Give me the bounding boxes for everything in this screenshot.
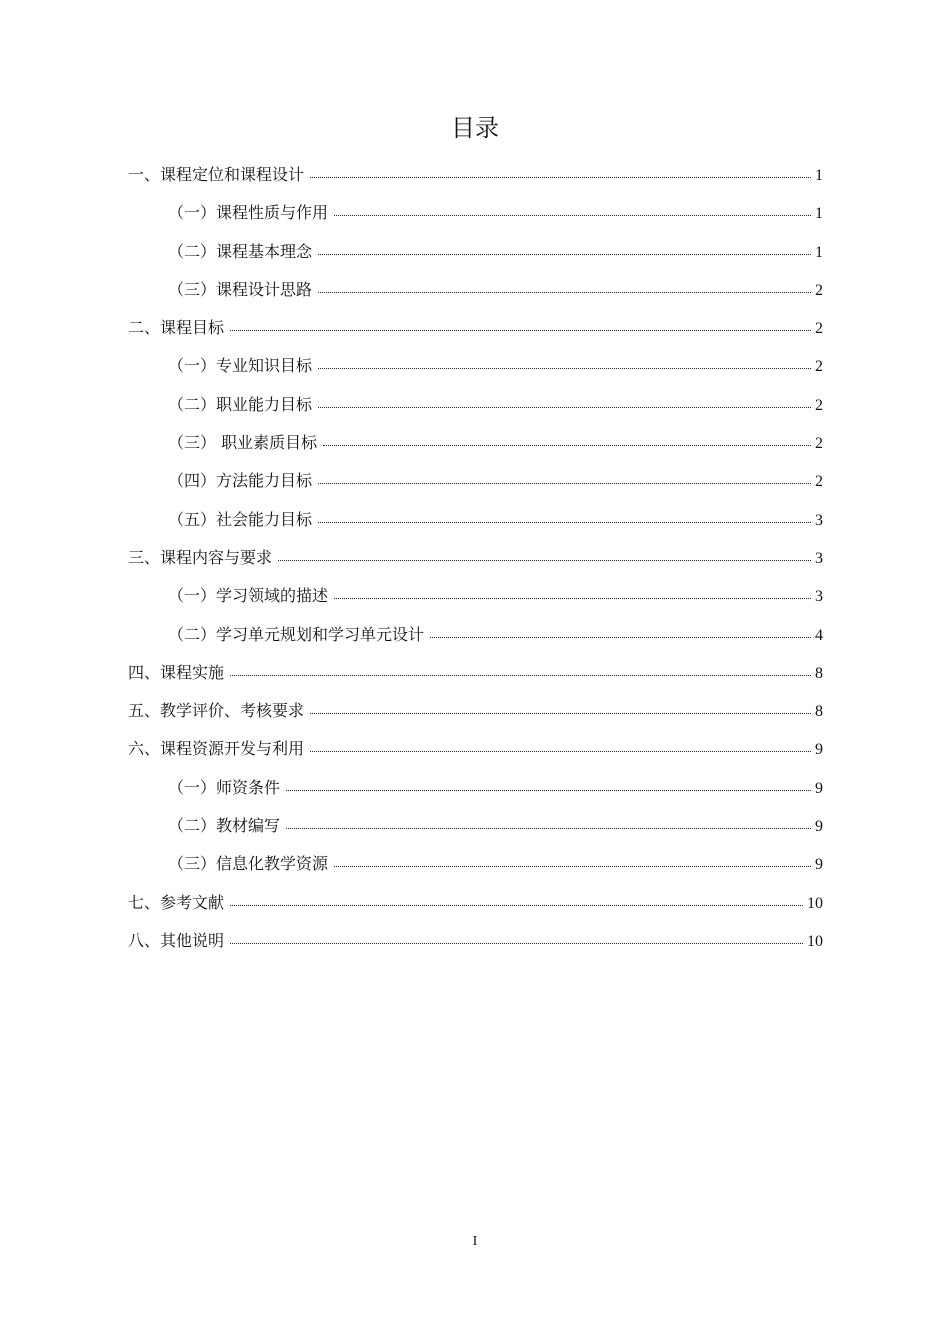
toc-entry-page: 3 — [815, 511, 823, 529]
dot-leader — [430, 623, 811, 638]
toc-entry-page: 2 — [815, 281, 823, 299]
toc-entry[interactable] — [128, 692, 823, 730]
dot-leader — [334, 584, 811, 599]
toc-entry-label: 七、参考文献 — [128, 892, 225, 912]
toc-entry-page: 9 — [815, 818, 823, 836]
toc-entry-page: 9 — [815, 779, 823, 797]
toc-entry[interactable] — [128, 271, 823, 309]
dot-leader — [278, 546, 811, 561]
toc-entry-page: 2 — [815, 320, 823, 338]
toc-entry-page: 1 — [815, 167, 823, 184]
toc-entry-label: （三）信息化教学资源 — [168, 854, 329, 874]
toc-entry[interactable] — [128, 156, 823, 194]
toc-entry[interactable] — [128, 347, 823, 385]
toc-entry[interactable] — [128, 424, 823, 462]
toc-entry-label: 六、课程资源开发与利用 — [128, 739, 305, 759]
toc-entry[interactable] — [128, 807, 823, 845]
toc-entry[interactable] — [128, 884, 823, 922]
toc-entry[interactable] — [128, 539, 823, 577]
toc-entry[interactable] — [128, 616, 823, 654]
toc-entry-label: 八、其他说明 — [128, 930, 225, 950]
dot-leader — [318, 508, 811, 523]
toc-entry-page: 2 — [815, 396, 823, 414]
toc-entry[interactable] — [128, 233, 823, 271]
toc-entry-page: 2 — [815, 358, 823, 376]
toc-entry[interactable] — [128, 309, 823, 347]
dot-leader — [286, 814, 811, 829]
table-of-contents — [128, 156, 823, 960]
toc-entry-label: 三、课程内容与要求 — [128, 547, 273, 567]
toc-entry-label: （一）学习领域的描述 — [168, 586, 329, 606]
toc-entry-page: 8 — [815, 703, 823, 721]
toc-entry-label: （一）师资条件 — [168, 777, 281, 797]
dot-leader — [230, 891, 803, 906]
toc-entry-label: （三）课程设计思路 — [168, 279, 313, 299]
toc-entry[interactable] — [128, 501, 823, 539]
dot-leader — [334, 201, 811, 216]
dot-leader — [310, 163, 811, 178]
dot-leader — [230, 929, 803, 944]
toc-entry-label: （二）学习单元规划和学习单元设计 — [168, 624, 425, 644]
toc-entry[interactable] — [128, 654, 823, 692]
toc-entry[interactable] — [128, 845, 823, 883]
toc-entry-page: 8 — [815, 664, 823, 682]
toc-entry-page: 9 — [815, 856, 823, 874]
toc-entry-label: （一）课程性质与作用 — [168, 203, 329, 223]
toc-entry[interactable] — [128, 769, 823, 807]
toc-entry[interactable] — [128, 730, 823, 768]
dot-leader — [318, 240, 811, 255]
toc-entry-label: 五、教学评价、考核要求 — [128, 701, 305, 721]
toc-entry-label: （二）课程基本理念 — [168, 241, 313, 261]
toc-entry-page: 1 — [815, 243, 823, 261]
toc-entry[interactable] — [128, 194, 823, 232]
toc-entry-page: 1 — [815, 205, 823, 223]
toc-entry[interactable] — [128, 462, 823, 500]
dot-leader — [230, 661, 811, 676]
dot-leader — [318, 278, 811, 293]
toc-entry-label: （二）教材编写 — [168, 816, 281, 836]
toc-title: 目录 — [451, 114, 499, 142]
toc-entry-label: （四）方法能力目标 — [168, 471, 313, 491]
toc-entry[interactable] — [128, 386, 823, 424]
toc-entry[interactable] — [128, 922, 823, 960]
toc-entry-page: 9 — [815, 741, 823, 759]
toc-entry-label: （二）职业能力目标 — [168, 394, 313, 414]
toc-entry-page: 2 — [815, 435, 823, 453]
toc-entry-label: （一）专业知识目标 — [168, 356, 313, 376]
dot-leader — [334, 852, 811, 867]
dot-leader — [318, 393, 811, 408]
dot-leader — [310, 699, 811, 714]
toc-entry-label: 一、课程定位和课程设计 — [128, 165, 305, 184]
toc-entry[interactable] — [128, 577, 823, 615]
dot-leader — [318, 469, 811, 484]
toc-entry-label: （五）社会能力目标 — [168, 509, 313, 529]
toc-entry-label: （三） 职业素质目标 — [168, 433, 318, 453]
dot-leader — [310, 737, 811, 752]
toc-entry-page: 3 — [815, 549, 823, 567]
dot-leader — [318, 354, 811, 369]
page-number: I — [472, 1234, 478, 1249]
toc-entry-page: 4 — [815, 626, 823, 644]
toc-entry-page: 3 — [815, 588, 823, 606]
dot-leader — [286, 776, 811, 791]
toc-entry-page: 10 — [807, 894, 823, 912]
toc-entry-page: 2 — [815, 473, 823, 491]
toc-entry-page: 10 — [807, 932, 823, 950]
toc-entry-label: 二、课程目标 — [128, 318, 225, 338]
toc-entry-label: 四、课程实施 — [128, 662, 225, 682]
dot-leader — [230, 316, 811, 331]
dot-leader — [323, 431, 811, 446]
